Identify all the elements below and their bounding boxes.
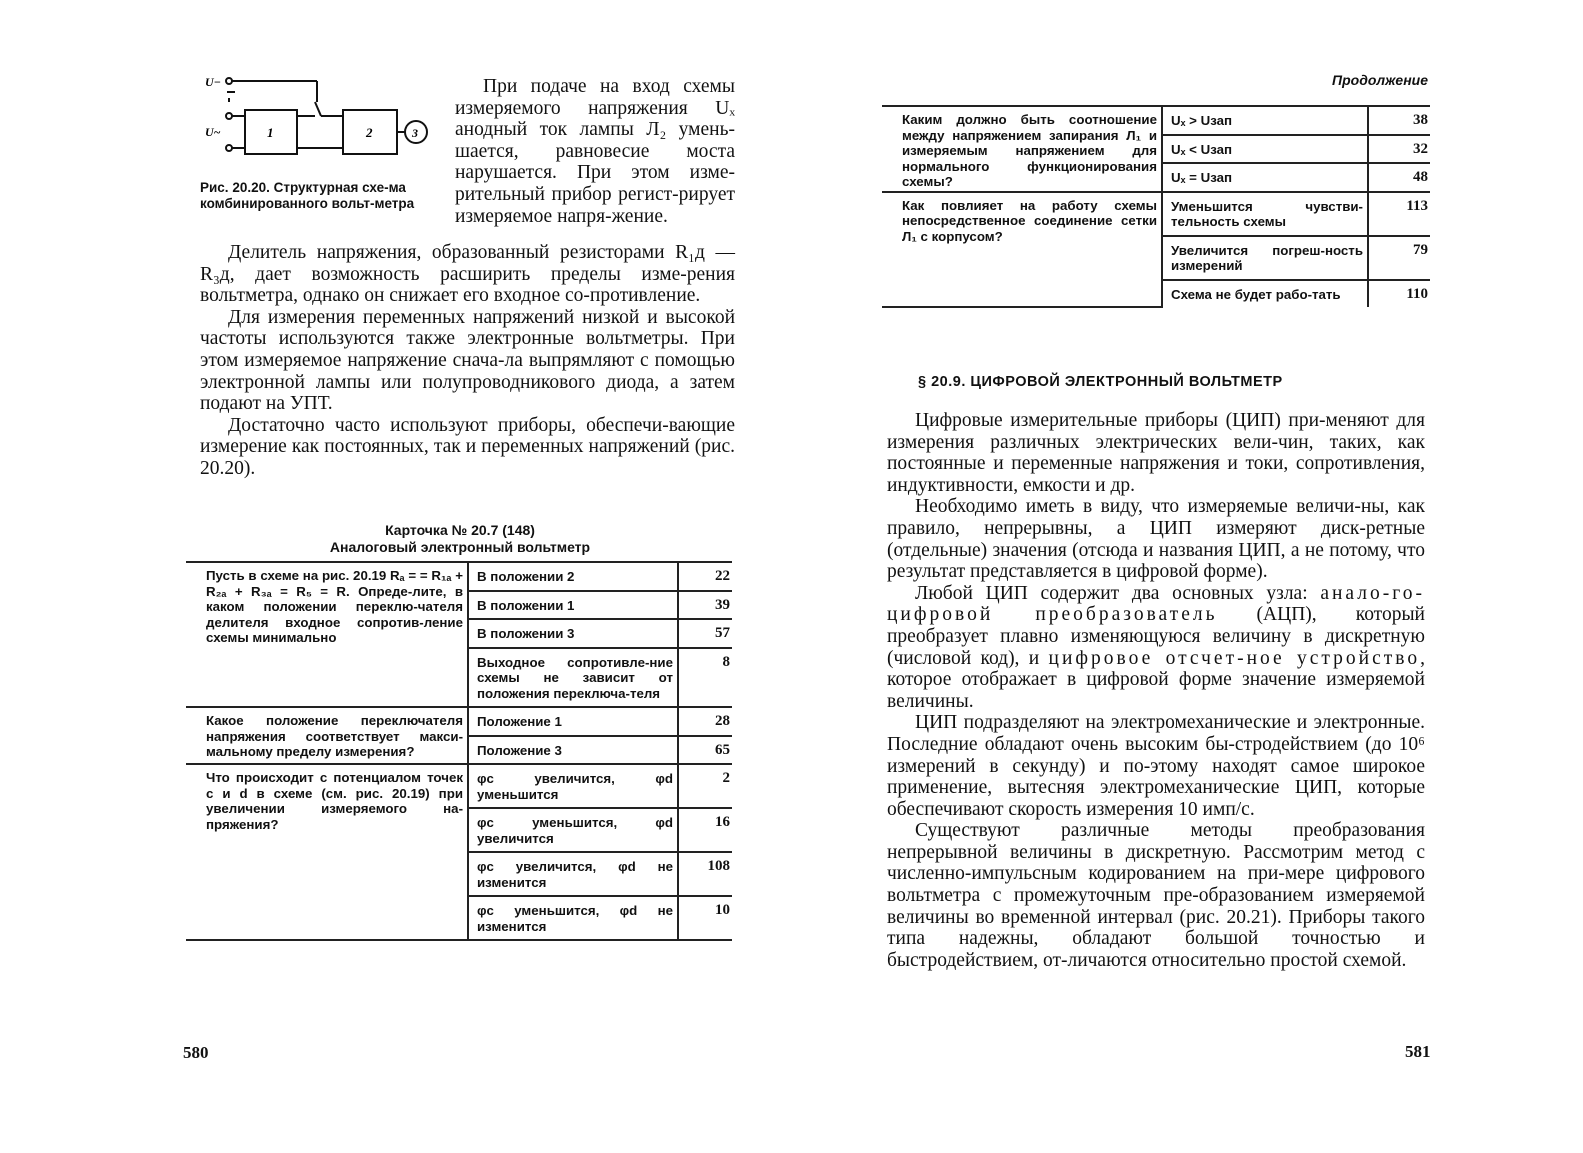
card-table-left (186, 561, 732, 941)
text-run: Любой ЦИП содержит два основных узла: (915, 582, 1321, 604)
card-answer-number: 108 (678, 852, 732, 896)
paragraph: Существуют различные методы преобразования непрерывной величины в дискретную. Рассмотрим метод с численно-импульсным кодированием на при-мере цифрового вольтметра с промежуточным пре-образованием измеряемой величины во временной интервал (рис. 20.21). Приборы такого типа надежны, обладают большой точностью и быстродействием, от-личаются относительно простой схемой. (887, 820, 1425, 971)
card-question: Каким должно быть соотношение между напряжением запирания Л₁ и измеряемым напряжением для нормального функционирования схемы? (882, 107, 1162, 192)
right-body (887, 410, 1425, 971)
card-table-right (882, 105, 1430, 308)
right-page (790, 0, 1583, 1153)
card-answer: Uₓ < Uзап (1162, 135, 1368, 164)
card-answer-number: 57 (678, 619, 732, 648)
paragraph: Достаточно часто используют приборы, обеспечи-вающие измерение как постоянных, так и переменных напряжений (рис. 20.20). (200, 414, 735, 479)
card-answer: φc уменьшится, φd увеличится (468, 808, 678, 852)
card-row (186, 764, 732, 808)
card-answer-number: 28 (678, 707, 732, 736)
card-answer: Uₓ = Uзап (1162, 163, 1368, 192)
card-title: Карточка № 20.7 (148) (385, 522, 535, 538)
left-page (0, 0, 790, 1153)
card-row (882, 107, 1430, 135)
card-answer-number: 22 (678, 563, 732, 591)
page-number-left: 580 (183, 1043, 209, 1062)
card-row (186, 707, 732, 736)
card-table-body (186, 563, 732, 940)
intro-paragraph (455, 76, 735, 227)
card-answer: Выходное сопротивле-ние схемы не зависит от положения переключа-теля (468, 648, 678, 708)
card-answer: φc увеличится, φd не изменится (468, 852, 678, 896)
card-answer-number: 32 (1368, 135, 1430, 164)
card-answer-number: 39 (678, 591, 732, 620)
text-run: , которое отображает в цифровой форме значение измеряемой величины. (887, 647, 1425, 712)
card-answer-number: 2 (678, 764, 732, 808)
card-answer: φc увеличится, φd уменьшится (468, 764, 678, 808)
card-answer: Положение 1 (468, 707, 678, 736)
label-block-1: 1 (267, 125, 274, 140)
paragraph: ЦИП подразделяют на электромеханические и электронные. Последние обладают очень высоким бы-стродействием (до 10⁶ измерений в секунду) и по-этому находят самое широкое применение, вытесняя электромеханические ЦИП, которые обеспечивают скорость измерения 10 имп/с. (887, 712, 1425, 820)
term-adc: анало-го-цифровой преобразователь (887, 582, 1425, 626)
label-meter: 3 (412, 126, 418, 140)
card-answer-number: 8 (678, 648, 732, 708)
card-answer: В положении 3 (468, 619, 678, 648)
continuation-label: Продолжение (1332, 72, 1428, 88)
card-answer-number: 38 (1368, 107, 1430, 135)
left-body (200, 242, 735, 480)
card-answer-number: 10 (678, 896, 732, 940)
card-answer-number: 48 (1368, 163, 1430, 192)
card-answer-number: 79 (1368, 236, 1430, 280)
card-answer: В положении 1 (468, 591, 678, 620)
text-run: (АЦП), который преобразует плавно изменяющуюся величину в дискретную (числовой код), и (887, 604, 1425, 669)
paragraph-with-spaced-terms (887, 583, 1425, 713)
figure-schematic (205, 72, 445, 162)
card-answer-number: 113 (1368, 192, 1430, 236)
label-input-ac: U~ (205, 125, 221, 139)
card-row (186, 563, 732, 591)
card-answer-number: 16 (678, 808, 732, 852)
label-block-2: 2 (366, 125, 373, 140)
paragraph: Цифровые измерительные приборы (ЦИП) при-меняют для измерения различных электрических вели-чин, таких, как постоянные и переменные напряжения и токи, сопротивления, индуктивности, емкости и др. (887, 410, 1425, 496)
page-number-right: 581 (1405, 1042, 1431, 1061)
card-answer: Уменьшится чувстви-тельность схемы (1162, 192, 1368, 236)
card-row (882, 192, 1430, 236)
card-answer: Положение 3 (468, 736, 678, 765)
card-answer: В положении 2 (468, 563, 678, 591)
terminal-dc (226, 78, 232, 84)
card-answer-number: 65 (678, 736, 732, 765)
card-answer: Схема не будет рабо-тать (1162, 280, 1368, 308)
card-question: Пусть в схеме на рис. 20.19 Rₐ = = R₁ₐ + R₂ₐ + R₃ₐ = R₅ = R. Опреде-лите, в каком положении переклю-чателя делителя входное сопротив-ление схемы минимально (186, 563, 468, 707)
paragraph: Необходимо иметь в виду, что измеряемые величи-ны, как правило, непрерывны, а ЦИП измеряют диск-ретные (отдельные) значения (отсюда и названия ЦИП, а не потому, что результат представляется в цифровой форме). (887, 496, 1425, 583)
card-answer: Увеличится погреш-ность измерений (1162, 236, 1368, 280)
figure-caption: Рис. 20.20. Структурная схе-ма комбинированного вольт-метра (200, 180, 415, 211)
term-display: цифровое отсчет-ное устройство (1048, 647, 1421, 669)
card-question: Что происходит с потенциалом точек c и d в схеме (см. рис. 20.19) при увеличении измеряемого на-пряжения? (186, 764, 468, 940)
card-question: Какое положение переключателя напряжения соответствует макси-мальному пределу измерения? (186, 707, 468, 764)
card-table-body (882, 107, 1430, 307)
section-heading: § 20.9. ЦИФРОВОЙ ЭЛЕКТРОННЫЙ ВОЛЬТМЕТР (918, 374, 1283, 390)
intro-text: При подаче на вход схемы измеряемого напряжения Uₓ анодный ток лампы Л₂ умень-шается, равновесие моста нарушается. При этом изме-рительный прибор регист-рирует измеряемое напря-жение. (455, 76, 735, 227)
card-header (190, 522, 730, 556)
card-answer: Uₓ > Uзап (1162, 107, 1368, 135)
label-input-dc: U− (205, 75, 221, 89)
card-subtitle: Аналоговый электронный вольтметр (329, 539, 591, 555)
paragraph: Делитель напряжения, образованный резисторами R₁д — R₃д, дает возможность расширить пределы изме-рения вольтметра, однако он снижает его входное со-противление. (200, 242, 735, 307)
card-question: Как повлияет на работу схемы непосредственное соединение сетки Л₁ с корпусом? (882, 192, 1162, 308)
paragraph: Для измерения переменных напряжений низкой и высокой частоты используются также электронные вольтметры. При этом измеряемое напряжение снача-ла выпрямляют с помощью электронной лампы или полупроводникового диода, а затем подают на УПТ. (200, 306, 735, 415)
card-answer-number: 110 (1368, 280, 1430, 308)
card-answer: φc уменьшится, φd не изменится (468, 896, 678, 940)
